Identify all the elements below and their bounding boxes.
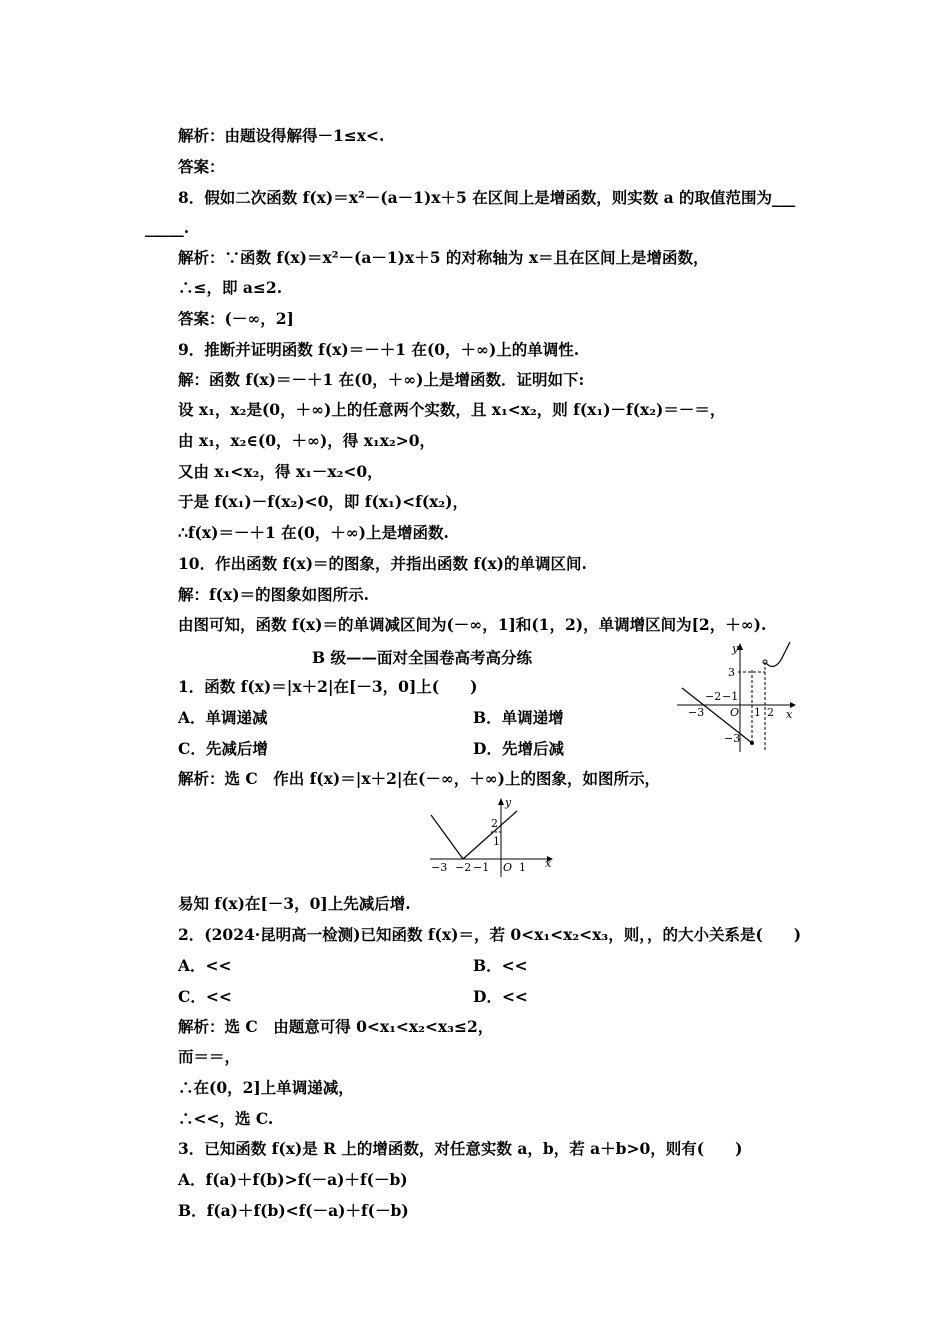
q1-conclusion: 易知 f(x)在[－3，0]上先减后增. (178, 894, 411, 913)
q1-solution: 解析：选 C 作出 f(x)＝|x＋2|在(－∞，＋∞)上的图象，如图所示， (178, 769, 661, 788)
section-heading: B 级——面对全国卷高考高分练 (312, 648, 532, 667)
graph2-tick-m3: −3 (431, 861, 448, 874)
line-8: 9．推断并证明函数 f(x)＝－＋1 在(0，＋∞)上的单调性. (178, 340, 580, 359)
graph1-y-label: y (732, 642, 739, 655)
q3-stem: 3．已知函数 f(x)是 R 上的增函数，对任意实数 a，b，若 a＋b>0，则有( ) (178, 1139, 743, 1158)
q1-stem: 1．函数 f(x)＝|x＋2|在[－3，0]上( ) (178, 677, 478, 696)
line-10: 设 x₁，x₂是(0，＋∞)上的任意两个实数，且 x₁<x₂，则 f(x₁)－f(x₂)＝－＝， (178, 400, 726, 419)
graph1-parabola (765, 642, 790, 667)
q2-solution-4: ∴<<，选 C. (178, 1109, 274, 1128)
q1-option-d: D．先增后减 (473, 739, 564, 758)
graph1-tick-1: 1 (754, 706, 761, 719)
line-5: 解析：∵函数 f(x)＝x²－(a－1)x＋5 的对称轴为 x＝且在区间上是增函数， (178, 248, 709, 267)
graph1-tick-m2: −2 (705, 690, 722, 703)
q1-option-c: C．先减后增 (178, 739, 268, 758)
line-1: 解析：由题设得解得－1≤x<. (178, 126, 385, 145)
q2-solution-2: 而＝＝， (178, 1047, 241, 1066)
graph2-origin: O (503, 861, 513, 874)
graph2-y-label: y (505, 796, 512, 809)
q2-option-d: D．<< (473, 987, 528, 1006)
line-11: 由 x₁，x₂∈(0，＋∞)，得 x₁x₂>0， (178, 431, 436, 450)
graph1-tick-m3: −3 (688, 706, 705, 719)
graph2-tick-m1: −1 (473, 861, 490, 874)
piecewise-graph (672, 640, 797, 755)
line-6: ∴≤，即 a≤2. (178, 278, 283, 297)
q3-option-b: B．f(a)＋f(b)<f(－a)＋f(－b) (178, 1201, 409, 1220)
graph2-y-arrow (498, 798, 504, 805)
line-14: ∴f(x)＝－＋1 在(0，＋∞)上是增函数. (178, 523, 449, 542)
graph2-tick-p1: 1 (519, 861, 526, 874)
graph2-x-label: x (545, 857, 552, 870)
q2-stem: 2．(2024·昆明高一检测)已知函数 f(x)＝，若 0<x₁<x₂<x₃，则，，的大小关系是( ) (178, 925, 802, 944)
graph2-right-branch (463, 811, 517, 859)
line-9: 解：函数 f(x)＝－＋1 在(0，＋∞)上是增函数．证明如下: (178, 370, 585, 389)
line-15: 10．作出函数 f(x)＝的图象，并指出函数 f(x)的单调区间. (178, 554, 587, 573)
graph1-x-label: x (786, 708, 793, 721)
graph1-tick-2: 2 (767, 706, 774, 719)
line-16: 解：f(x)＝的图象如图所示. (178, 585, 369, 604)
graph2-tick-2: 2 (491, 817, 498, 830)
line-13: 于是 f(x₁)－f(x₂)<0，即 f(x₁)<f(x₂)， (178, 492, 469, 511)
graph1-tick-3: 3 (728, 666, 735, 679)
q2-option-c: C．<< (178, 987, 232, 1006)
line-2: 答案： (178, 157, 225, 176)
line-4: _____. (145, 218, 190, 237)
q3-option-a: A．f(a)＋f(b)>f(－a)＋f(－b) (178, 1170, 408, 1189)
q2-solution-3: ∴在(0，2]上单调递减， (178, 1078, 354, 1097)
q2-solution-1: 解析：选 C 由题意可得 0<x₁<x₂<x₃≤2， (178, 1017, 494, 1036)
q1-option-b: B．单调递增 (473, 708, 564, 727)
graph2-tick-1: 1 (493, 835, 500, 848)
abs-value-graph (425, 795, 560, 880)
graph2-left-branch (431, 815, 463, 859)
line-7: 答案：(－∞，2] (178, 309, 294, 328)
line-12: 又由 x₁<x₂，得 x₁－x₂<0， (178, 462, 383, 481)
q2-option-b: B．<< (473, 956, 528, 975)
graph2-tick-m2: −2 (455, 861, 472, 874)
q2-option-a: A．<< (178, 956, 232, 975)
line-17: 由图可知，函数 f(x)＝的单调减区间为(－∞，1]和(1，2)，单调增区间为[2，＋∞). (178, 615, 767, 634)
graph1-origin: O (730, 706, 740, 719)
graph1-tick-m1: −1 (722, 690, 739, 703)
q1-option-a: A．单调递减 (178, 708, 268, 727)
graph1-tick-m3y: −3 (724, 732, 741, 745)
line-3: 8．假如二次函数 f(x)＝x²－(a－1)x＋5 在区间上是增函数，则实数 a 的取值范围为___ (178, 188, 796, 207)
